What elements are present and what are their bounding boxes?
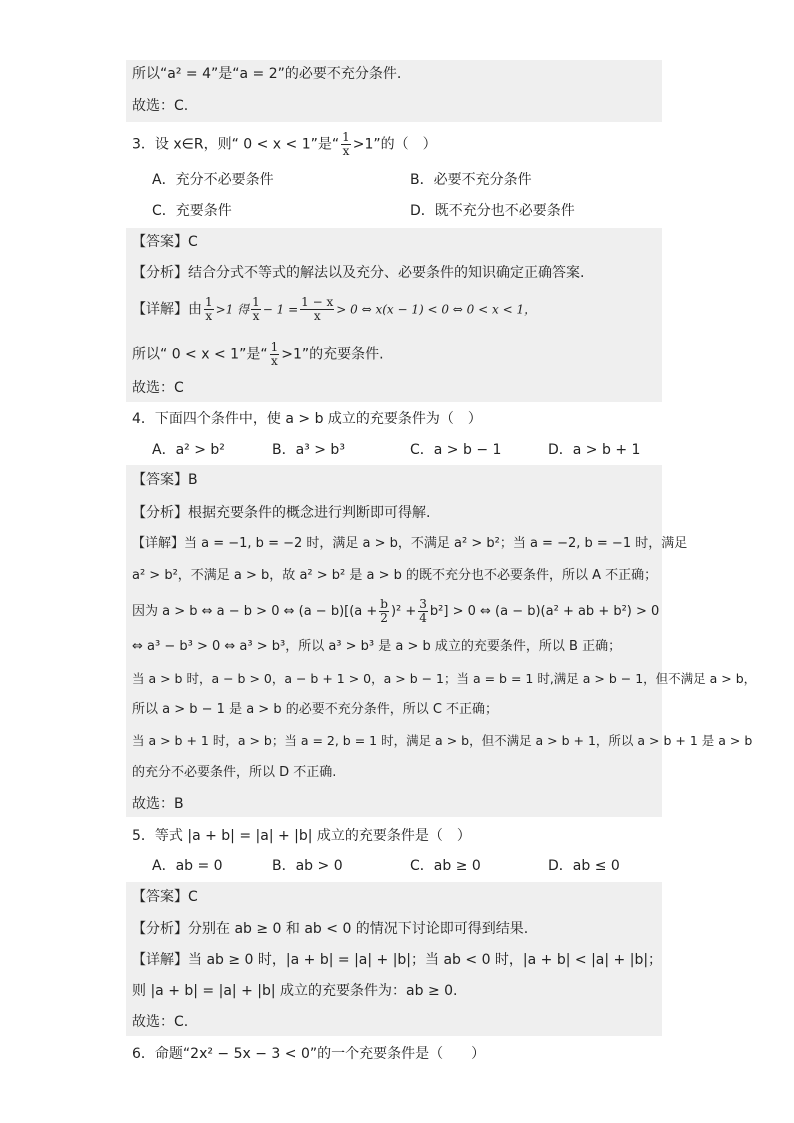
q5-option-b: B．ab > 0 [272,858,343,874]
q5-detail: 【详解】当 ab ≥ 0 时，|a + b| = |a| + |b|；当 ab < 0 时，|a + b| < |a| + |b|； [132,952,663,968]
q3-stem-suffix: >1”的（ ） [352,136,437,153]
q3-detail-fraction-2: $\frac{1}{x}$ [252,295,260,323]
q4-detail-3-fraction-1: $\frac{b}{2}$ [380,597,388,625]
q5-option-c: C．ab ≥ 0 [410,858,481,874]
q5-select: 故选：C. [132,1014,189,1030]
q3-detail-fraction-3: $\frac{1 - x}{x}$ [301,295,334,323]
q3-option-d: D．既不充分也不必要条件 [410,203,575,219]
q5-analysis: 【分析】分别在 ab ≥ 0 和 ab < 0 的情况下讨论即可得到结果. [132,921,529,937]
q5-conclusion: 则 |a + b| = |a| + |b| 成立的充要条件为：ab ≥ 0. [132,983,458,999]
q4-option-b: B．a³ > b³ [272,442,345,458]
q5-answer: 【答案】C [132,889,198,905]
q3-detail-mid-1: >1 得 [215,302,250,317]
q3-stem-prefix: 3．设 x∈R，则“ 0 < x < 1”是“ [132,136,340,153]
q3-conclusion-fraction: $\frac{1}{x}$ [270,340,279,368]
q4-analysis: 【分析】根据充要条件的概念进行判断即可得解. [132,505,431,521]
prev-conclusion: 所以“a² = 4”是“a = 2”的必要不充分条件. [132,66,402,82]
q3-conclusion-prefix: 所以“ 0 < x < 1”是“ [132,346,268,363]
q4-detail-6: 所以 a > b − 1 是 a > b 的必要不充分条件，所以 C 不正确； [132,702,499,717]
q4-answer: 【答案】B [132,472,198,488]
q3-detail [132,296,536,323]
q3-answer: 【答案】C [132,234,198,250]
q3-detail-prefix: 【详解】由 [132,301,202,318]
q4-detail-3 [132,598,659,625]
q3-option-b: B．必要不充分条件 [410,172,532,188]
q4-detail-1: 【详解】当 a = −1, b = −2 时，满足 a > b，不满足 a² > b²；当 a = −2, b = −1 时，满足 [132,536,688,551]
q3-stem-fraction: $\frac{1}{x}$ [342,130,350,158]
q3-detail-tail: > 0 ⇔ x(x − 1) < 0 ⇔ 0 < x < 1， [336,302,537,317]
q3-conclusion [132,341,384,368]
q5-option-a: A．ab = 0 [152,858,223,874]
q3-detail-fraction-1: $\frac{1}{x}$ [205,295,213,323]
q4-detail-3-tail: b²] > 0 ⇔ (a − b)(a² + ab + b²) > 0 [429,604,660,619]
q4-detail-4: ⇔ a³ − b³ > 0 ⇔ a³ > b³，所以 a³ > b³ 是 a > b 成立的充要条件，所以 B 正确； [132,639,622,654]
q4-detail-5: 当 a > b 时，a − b > 0，a − b + 1 > 0，a > b − 1；当 a = b = 1 时,满足 a > b − 1，但不满足 a > b， [132,671,757,686]
q3-option-a: A．充分不必要条件 [152,172,274,188]
q5-option-d: D．ab ≤ 0 [548,858,620,874]
q4-option-c: C．a > b − 1 [410,442,502,458]
q6-stem: 6．命题“2x² − 5x − 3 < 0”的一个充要条件是（ ） [132,1046,486,1062]
q4-option-d: D．a > b + 1 [548,442,641,458]
q4-detail-3-prefix: 因为 a > b ⇔ a − b > 0 ⇔ (a − b)[(a + [132,604,378,619]
q4-option-a: A．a² > b² [152,442,225,458]
q3-conclusion-suffix: >1”的充要条件. [281,346,384,363]
q3-option-c: C．充要条件 [152,203,232,219]
q3-detail-mid-2: − 1 = [262,302,299,317]
q4-detail-3-mid: )² + [390,604,417,619]
q4-detail-2: a² > b²，不满足 a > b，故 a² > b² 是 a > b 的既不充分也不必要条件，所以 A 不正确； [132,568,658,583]
q4-detail-3-fraction-2: $\frac{3}{4}$ [419,597,427,625]
q4-stem: 4．下面四个条件中，使 a > b 成立的充要条件为（ ） [132,411,482,427]
q5-stem: 5．等式 |a + b| = |a| + |b| 成立的充要条件是（ ） [132,828,471,844]
q3-analysis: 【分析】结合分式不等式的解法以及充分、必要条件的知识确定正确答案. [132,265,585,281]
q4-detail-8: 的充分不必要条件，所以 D 不正确. [132,765,337,780]
q4-detail-7: 当 a > b + 1 时，a > b；当 a = 2, b = 1 时，满足 a > b，但不满足 a > b + 1，所以 a > b + 1 是 a > b [132,733,753,748]
q4-select: 故选：B [132,796,184,812]
q3-stem [132,131,437,158]
q3-select: 故选：C [132,380,184,396]
prev-select: 故选：C. [132,98,189,114]
